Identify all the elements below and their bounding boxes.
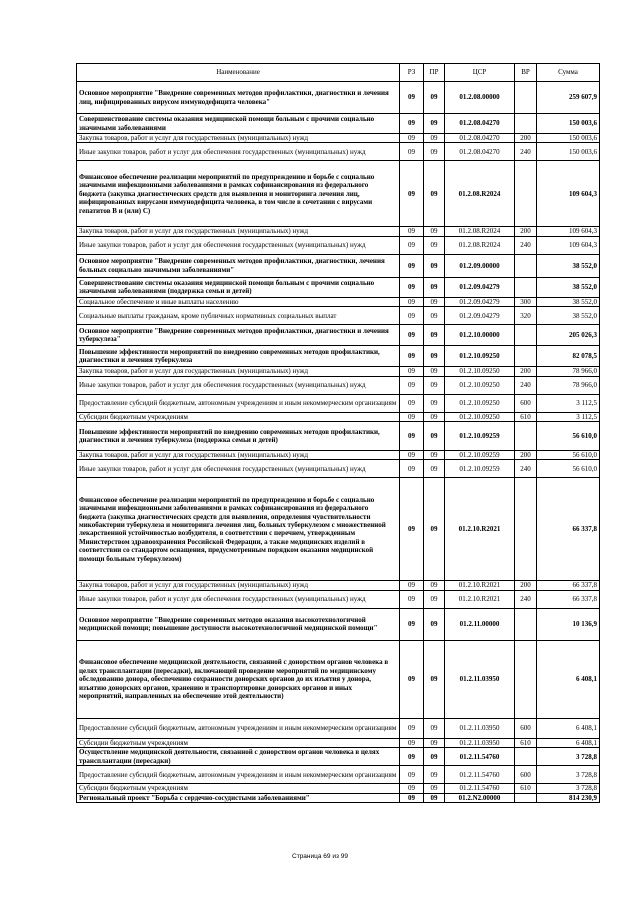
- cell-csr: 01.2.11.54760: [445, 784, 515, 793]
- cell-pr: 09: [424, 581, 445, 590]
- cell-vr: 200: [515, 581, 537, 590]
- cell-sum: 38 552,0: [537, 307, 600, 325]
- cell-csr: 01.2.10.09259: [445, 460, 515, 478]
- cell-pr: 09: [424, 784, 445, 793]
- budget-table: [76, 63, 600, 803]
- cell-csr: 01.2.08.R2024: [445, 161, 515, 227]
- cell-rz: 09: [400, 325, 424, 346]
- cell-csr: 01.2.08.04270: [445, 134, 515, 143]
- cell-vr: [515, 277, 537, 297]
- cell-vr: 240: [515, 236, 537, 254]
- cell-sum: 56 610,0: [537, 422, 600, 451]
- cell-csr: 01.2.08.R2024: [445, 227, 515, 236]
- cell-pr: 09: [424, 478, 445, 581]
- cell-pr: 09: [424, 738, 445, 747]
- cell-name: Совершенствование системы оказания медицинской помощи больным с прочими социально значимыми заболеваниями (поддержка семьи и детей): [77, 277, 400, 297]
- table-row: [77, 748, 600, 766]
- cell-rz: 09: [400, 793, 424, 802]
- cell-vr: [515, 478, 537, 581]
- cell-name: Предоставление субсидий бюджетным, автономным учреждениям и иным некоммерческим организациям: [77, 766, 400, 784]
- cell-csr: 01.2.10.R2021: [445, 478, 515, 581]
- cell-name: Предоставление субсидий бюджетным, автономным учреждениям и иным некоммерческим организациям: [77, 718, 400, 738]
- cell-name: Повышение эффективности мероприятий по внедрению современных методов профилактики, диагностики и лечения туберкулеза (поддержка семьи и детей): [77, 422, 400, 451]
- cell-rz: 09: [400, 451, 424, 460]
- cell-rz: 09: [400, 412, 424, 421]
- cell-csr: 01.2.11.54760: [445, 766, 515, 784]
- cell-pr: 09: [424, 134, 445, 143]
- cell-name: Иные закупки товаров, работ и услуг для обеспечения государственных (муниципальных) нужд: [77, 236, 400, 254]
- cell-name: Основное мероприятие "Внедрение современных методов профилактики, диагностики и лечения туберкулеза": [77, 325, 400, 346]
- cell-pr: 09: [424, 346, 445, 367]
- cell-rz: 09: [400, 640, 424, 718]
- cell-rz: 09: [400, 82, 424, 114]
- cell-pr: 09: [424, 161, 445, 227]
- cell-sum: 66 337,8: [537, 581, 600, 590]
- cell-sum: 3 728,8: [537, 766, 600, 784]
- cell-vr: [515, 325, 537, 346]
- cell-name: Финансовое обеспечение реализации мероприятий по предупреждению и борьбе с социально значимыми инфекционными заболеваниями в рамках софинансирования из федерального бюджета (закупка диагностических средств для выявления, определения чувствительности микобактерии туберкулеза и мониторинга лечения лиц, больных туберкулезом с множественной лекарственной устойчивостью возбудителя, в соответствии с перечнем, утвержденным Министерством здравоохранения Российской Федерации, а также медицинских изделий в соответствии со стандартом оснащения, предусмотренным порядком оказания медицинской помощи больным туберкулезом): [77, 478, 400, 581]
- cell-csr: 01.2.N2.00000: [445, 793, 515, 802]
- cell-sum: 38 552,0: [537, 277, 600, 297]
- table-row: [77, 161, 600, 227]
- cell-sum: 3 112,5: [537, 394, 600, 412]
- cell-csr: 01.2.10.09250: [445, 394, 515, 412]
- cell-sum: 66 337,8: [537, 478, 600, 581]
- cell-rz: 09: [400, 114, 424, 134]
- cell-csr: 01.2.10.R2021: [445, 590, 515, 608]
- table-row: [77, 143, 600, 161]
- cell-rz: 09: [400, 766, 424, 784]
- table-row: [77, 376, 600, 394]
- cell-pr: 09: [424, 227, 445, 236]
- cell-name: Закупка товаров, работ и услуг для государственных (муниципальных) нужд: [77, 451, 400, 460]
- cell-sum: 78 966,0: [537, 367, 600, 376]
- cell-pr: 09: [424, 590, 445, 608]
- cell-pr: 09: [424, 297, 445, 306]
- cell-csr: 01.2.10.00000: [445, 325, 515, 346]
- cell-csr: 01.2.11.54760: [445, 748, 515, 766]
- cell-name: Субсидии бюджетным учреждениям: [77, 412, 400, 421]
- cell-sum: 150 003,6: [537, 114, 600, 134]
- table-row: [77, 451, 600, 460]
- cell-name: Субсидии бюджетным учреждениям: [77, 738, 400, 747]
- cell-pr: 09: [424, 422, 445, 451]
- cell-pr: 09: [424, 277, 445, 297]
- cell-pr: 09: [424, 451, 445, 460]
- table-row: [77, 608, 600, 640]
- cell-csr: 01.2.08.00000: [445, 82, 515, 114]
- cell-csr: 01.2.08.04270: [445, 143, 515, 161]
- table-row: [77, 346, 600, 367]
- cell-vr: [515, 114, 537, 134]
- cell-sum: 150 003,6: [537, 143, 600, 161]
- cell-vr: 200: [515, 227, 537, 236]
- cell-rz: 09: [400, 590, 424, 608]
- cell-csr: 01.2.09.00000: [445, 254, 515, 277]
- table-row: [77, 277, 600, 297]
- cell-rz: 09: [400, 297, 424, 306]
- cell-sum: 3 728,8: [537, 784, 600, 793]
- cell-rz: 09: [400, 227, 424, 236]
- cell-csr: 01.2.08.04270: [445, 114, 515, 134]
- cell-name: Закупка товаров, работ и услуг для государственных (муниципальных) нужд: [77, 227, 400, 236]
- cell-sum: 814 230,9: [537, 793, 600, 802]
- table-row: [77, 367, 600, 376]
- table-row: [77, 640, 600, 718]
- cell-rz: 09: [400, 460, 424, 478]
- table-row: [77, 114, 600, 134]
- cell-sum: 205 026,3: [537, 325, 600, 346]
- cell-csr: 01.2.08.R2024: [445, 236, 515, 254]
- cell-rz: 09: [400, 718, 424, 738]
- table-row: [77, 307, 600, 325]
- cell-sum: 3 728,8: [537, 748, 600, 766]
- table-row: [77, 134, 600, 143]
- cell-csr: 01.2.10.09250: [445, 346, 515, 367]
- table-body: [77, 82, 600, 803]
- cell-name: Предоставление субсидий бюджетным, автономным учреждениям и иным некоммерческим организациям: [77, 394, 400, 412]
- cell-vr: [515, 422, 537, 451]
- cell-pr: 09: [424, 82, 445, 114]
- table-row: [77, 590, 600, 608]
- cell-vr: 240: [515, 376, 537, 394]
- table-row: [77, 793, 600, 802]
- cell-rz: 09: [400, 161, 424, 227]
- cell-csr: 01.2.11.03950: [445, 718, 515, 738]
- table-header-row: [77, 64, 600, 82]
- cell-vr: 240: [515, 590, 537, 608]
- cell-rz: 09: [400, 478, 424, 581]
- cell-vr: 200: [515, 134, 537, 143]
- cell-name: Основное мероприятие "Внедрение современных методов оказания высокотехнологичной медицинской помощи; повышение доступности высокотехнологичной медицинской помощи": [77, 608, 400, 640]
- table-row: [77, 422, 600, 451]
- cell-name: Финансовое обеспечение реализации мероприятий по предупреждению и борьбе с социально значимыми инфекционными заболеваниями в рамках софинансирования из федерального бюджета (закупка диагностических средств для выявления и мониторинга лечения лиц, инфицированных вирусами иммунодефицита человека, в том числе в сочетании с вирусами гепатитов B и (или) C): [77, 161, 400, 227]
- cell-vr: [515, 346, 537, 367]
- cell-vr: [515, 161, 537, 227]
- table-row: [77, 236, 600, 254]
- cell-pr: 09: [424, 114, 445, 134]
- cell-name: Иные закупки товаров, работ и услуг для обеспечения государственных (муниципальных) нужд: [77, 376, 400, 394]
- header-vr: ВР: [515, 64, 537, 82]
- table-row: [77, 297, 600, 306]
- cell-rz: 09: [400, 738, 424, 747]
- cell-name: Закупка товаров, работ и услуг для государственных (муниципальных) нужд: [77, 581, 400, 590]
- cell-sum: 109 604,3: [537, 161, 600, 227]
- cell-rz: 09: [400, 784, 424, 793]
- cell-sum: 66 337,8: [537, 590, 600, 608]
- table-row: [77, 460, 600, 478]
- cell-vr: [515, 82, 537, 114]
- cell-rz: 09: [400, 422, 424, 451]
- cell-vr: 600: [515, 394, 537, 412]
- cell-pr: 09: [424, 748, 445, 766]
- cell-csr: 01.2.09.04279: [445, 277, 515, 297]
- cell-name: Основное мероприятие "Внедрение современных методов профилактики, диагностики и лечения лиц, инфицированных вирусом иммунодефицита человека": [77, 82, 400, 114]
- cell-pr: 09: [424, 766, 445, 784]
- cell-name: Повышение эффективности мероприятий по внедрению современных методов профилактики, диагностики и лечения туберкулеза: [77, 346, 400, 367]
- cell-vr: 610: [515, 738, 537, 747]
- cell-rz: 09: [400, 367, 424, 376]
- header-csr: ЦСР: [445, 64, 515, 82]
- table-row: [77, 581, 600, 590]
- cell-name: Региональный проект "Борьба с сердечно-сосудистыми заболеваниями": [77, 793, 400, 802]
- cell-sum: 259 607,9: [537, 82, 600, 114]
- cell-sum: 56 610,0: [537, 460, 600, 478]
- cell-name: Осуществление медицинской деятельности, связанной с донорством органов человека в целях трансплантации (пересадки): [77, 748, 400, 766]
- table-row: [77, 325, 600, 346]
- table-row: [77, 394, 600, 412]
- cell-pr: 09: [424, 367, 445, 376]
- cell-name: Иные закупки товаров, работ и услуг для обеспечения государственных (муниципальных) нужд: [77, 460, 400, 478]
- cell-rz: 09: [400, 134, 424, 143]
- cell-pr: 09: [424, 793, 445, 802]
- cell-vr: 300: [515, 297, 537, 306]
- cell-csr: 01.2.11.03950: [445, 640, 515, 718]
- cell-name: Социальное обеспечение и иные выплаты населению: [77, 297, 400, 306]
- cell-pr: 09: [424, 460, 445, 478]
- cell-pr: 09: [424, 394, 445, 412]
- table-row: [77, 478, 600, 581]
- table-row: [77, 784, 600, 793]
- cell-name: Совершенствование системы оказания медицинской помощи больным с прочими социально значимыми заболеваниями: [77, 114, 400, 134]
- cell-vr: [515, 793, 537, 802]
- cell-name: Закупка товаров, работ и услуг для государственных (муниципальных) нужд: [77, 367, 400, 376]
- cell-csr: 01.2.09.04279: [445, 297, 515, 306]
- header-sum: Сумма: [537, 64, 600, 82]
- cell-csr: 01.2.10.09250: [445, 367, 515, 376]
- cell-csr: 01.2.11.00000: [445, 608, 515, 640]
- cell-sum: 38 552,0: [537, 254, 600, 277]
- header-name: Наименование: [77, 64, 400, 82]
- cell-name: Иные закупки товаров, работ и услуг для обеспечения государственных (муниципальных) нужд: [77, 590, 400, 608]
- cell-name: Финансовое обеспечение медицинской деятельности, связанной с донорством органов человека в целях трансплантации (пересадки), включающей проведение мероприятий по медицинскому обследованию донора, обеспечению сохранности донорских органов до их изъятия у донора, изъятию донорских органов, хранению и транспортировке донорских органов и иных мероприятий, направленных на обеспечение этой деятельности): [77, 640, 400, 718]
- cell-name: Социальные выплаты гражданам, кроме публичных нормативных социальных выплат: [77, 307, 400, 325]
- cell-rz: 09: [400, 581, 424, 590]
- cell-sum: 6 408,1: [537, 738, 600, 747]
- cell-sum: 3 112,5: [537, 412, 600, 421]
- cell-sum: 109 604,3: [537, 227, 600, 236]
- cell-vr: 600: [515, 766, 537, 784]
- cell-pr: 09: [424, 236, 445, 254]
- page-footer: Страница 69 из 99: [292, 853, 348, 860]
- cell-sum: 6 408,1: [537, 718, 600, 738]
- table-row: [77, 227, 600, 236]
- cell-name: Субсидии бюджетным учреждениям: [77, 784, 400, 793]
- table-row: [77, 82, 600, 114]
- cell-vr: 320: [515, 307, 537, 325]
- cell-rz: 09: [400, 277, 424, 297]
- cell-sum: 10 136,9: [537, 608, 600, 640]
- cell-csr: 01.2.09.04279: [445, 307, 515, 325]
- cell-vr: 200: [515, 367, 537, 376]
- cell-csr: 01.2.10.09259: [445, 422, 515, 451]
- cell-vr: [515, 254, 537, 277]
- cell-sum: 78 966,0: [537, 376, 600, 394]
- cell-rz: 09: [400, 748, 424, 766]
- cell-pr: 09: [424, 376, 445, 394]
- cell-csr: 01.2.10.09250: [445, 376, 515, 394]
- cell-vr: [515, 748, 537, 766]
- cell-vr: 610: [515, 412, 537, 421]
- cell-pr: 09: [424, 640, 445, 718]
- cell-pr: 09: [424, 412, 445, 421]
- cell-pr: 09: [424, 325, 445, 346]
- cell-rz: 09: [400, 307, 424, 325]
- cell-rz: 09: [400, 236, 424, 254]
- cell-sum: 150 003,6: [537, 134, 600, 143]
- cell-csr: 01.2.10.09259: [445, 451, 515, 460]
- cell-pr: 09: [424, 718, 445, 738]
- cell-csr: 01.2.10.09250: [445, 412, 515, 421]
- cell-rz: 09: [400, 254, 424, 277]
- cell-pr: 09: [424, 143, 445, 161]
- cell-vr: 600: [515, 718, 537, 738]
- table-row: [77, 254, 600, 277]
- cell-pr: 09: [424, 307, 445, 325]
- cell-vr: 240: [515, 460, 537, 478]
- cell-sum: 6 408,1: [537, 640, 600, 718]
- header-rz: РЗ: [400, 64, 424, 82]
- cell-csr: 01.2.11.03950: [445, 738, 515, 747]
- table-row: [77, 766, 600, 784]
- cell-vr: [515, 608, 537, 640]
- cell-rz: 09: [400, 394, 424, 412]
- cell-rz: 09: [400, 608, 424, 640]
- cell-vr: 240: [515, 143, 537, 161]
- cell-name: Основное мероприятие "Внедрение современных методов профилактики, диагностики, лечения больных социально значимыми заболеваниями": [77, 254, 400, 277]
- table-row: [77, 718, 600, 738]
- cell-sum: 56 610,0: [537, 451, 600, 460]
- cell-rz: 09: [400, 346, 424, 367]
- cell-vr: 200: [515, 451, 537, 460]
- cell-pr: 09: [424, 608, 445, 640]
- cell-name: Иные закупки товаров, работ и услуг для обеспечения государственных (муниципальных) нужд: [77, 143, 400, 161]
- cell-name: Закупка товаров, работ и услуг для государственных (муниципальных) нужд: [77, 134, 400, 143]
- cell-vr: 610: [515, 784, 537, 793]
- cell-vr: [515, 640, 537, 718]
- cell-sum: 82 078,5: [537, 346, 600, 367]
- cell-sum: 109 604,3: [537, 236, 600, 254]
- cell-pr: 09: [424, 254, 445, 277]
- table-row: [77, 738, 600, 747]
- cell-rz: 09: [400, 376, 424, 394]
- cell-sum: 38 552,0: [537, 297, 600, 306]
- cell-csr: 01.2.10.R2021: [445, 581, 515, 590]
- table-row: [77, 412, 600, 421]
- header-pr: ПР: [424, 64, 445, 82]
- cell-rz: 09: [400, 143, 424, 161]
